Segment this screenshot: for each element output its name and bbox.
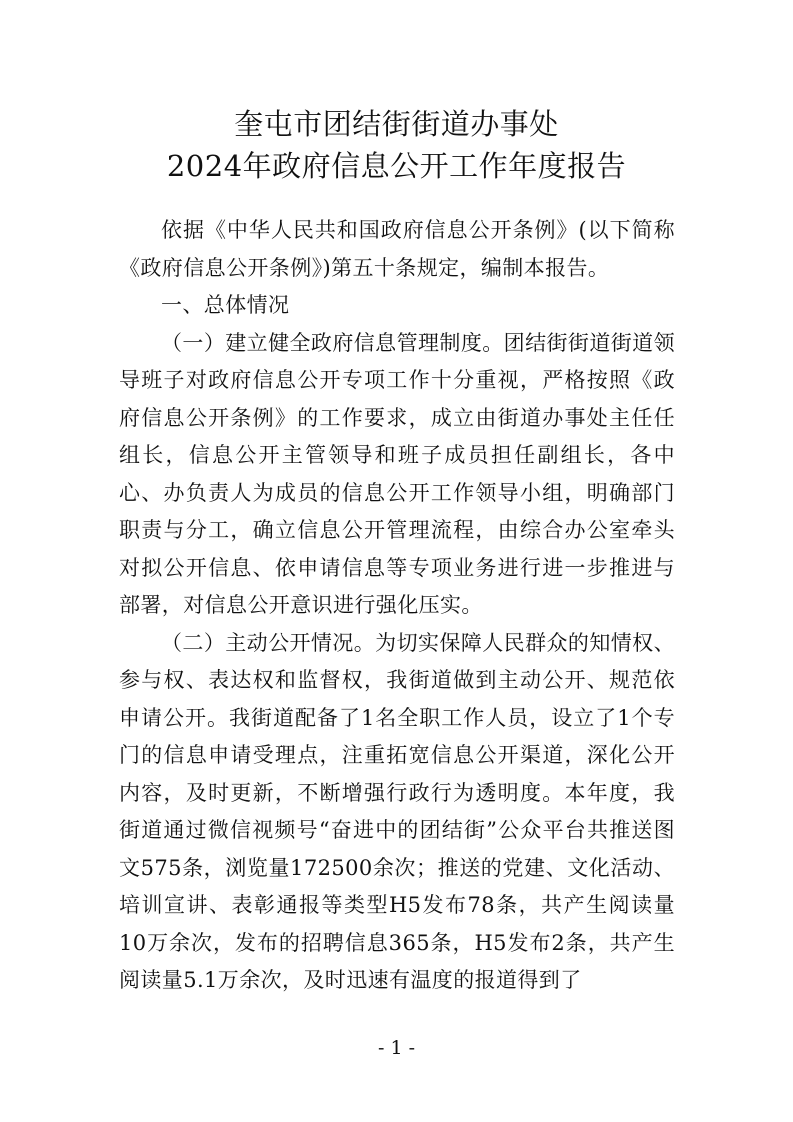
document-body bbox=[119, 212, 675, 1000]
section-heading-overview: 一、总体情况 bbox=[161, 293, 290, 317]
page-number: - 1 - bbox=[377, 1037, 415, 1059]
paragraph-active-disclosure: （二）主动公开情况。为切实保障人民群众的知情权、参与权、表达权和监督权，我街道做到主动公开、规范依申请公开。我街道配备了1名全职工作人员，设立了1个专门的信息申请受理点，注重拓宽信息公开渠道，深化公开内容，及时更新，不断增强行政行为透明度。本年度，我街道通过微信视频号“奋进中的团结街”公众平台共推送图文575条，浏览量172500余次；推送的党建、文化活动、培训宣讲、表彰通报等类型H5发布78条，共产生阅读量10万余次，发布的招聘信息365条，H5发布2条，共产生阅读量5.1万余次，及时迅速有温度的报道得到了 bbox=[119, 630, 675, 992]
intro-paragraph: 依据《中华人民共和国政府信息公开条例》(以下简称《政府信息公开条例》)第五十条规定，编制本报告。 bbox=[119, 218, 675, 280]
paragraph-management-system: （一）建立健全政府信息管理制度。团结街街道街道领导班子对政府信息公开专项工作十分重视，严格按照《政府信息公开条例》的工作要求，成立由街道办事处主任任组长，信息公开主管领导和班子成员担任副组长，各中心、办负责人为成员的信息公开工作领导小组，明确部门职责与分工，确立信息公开管理流程，由综合办公室牵头对拟公开信息、依申请信息等专项业务进行进一步推进与部署，对信息公开意识进行强化压实。 bbox=[119, 330, 675, 617]
document-title-line1: 奎屯市团结街街道办事处 bbox=[234, 107, 559, 141]
document-title-line2: 2024年政府信息公开工作年度报告 bbox=[166, 149, 627, 183]
